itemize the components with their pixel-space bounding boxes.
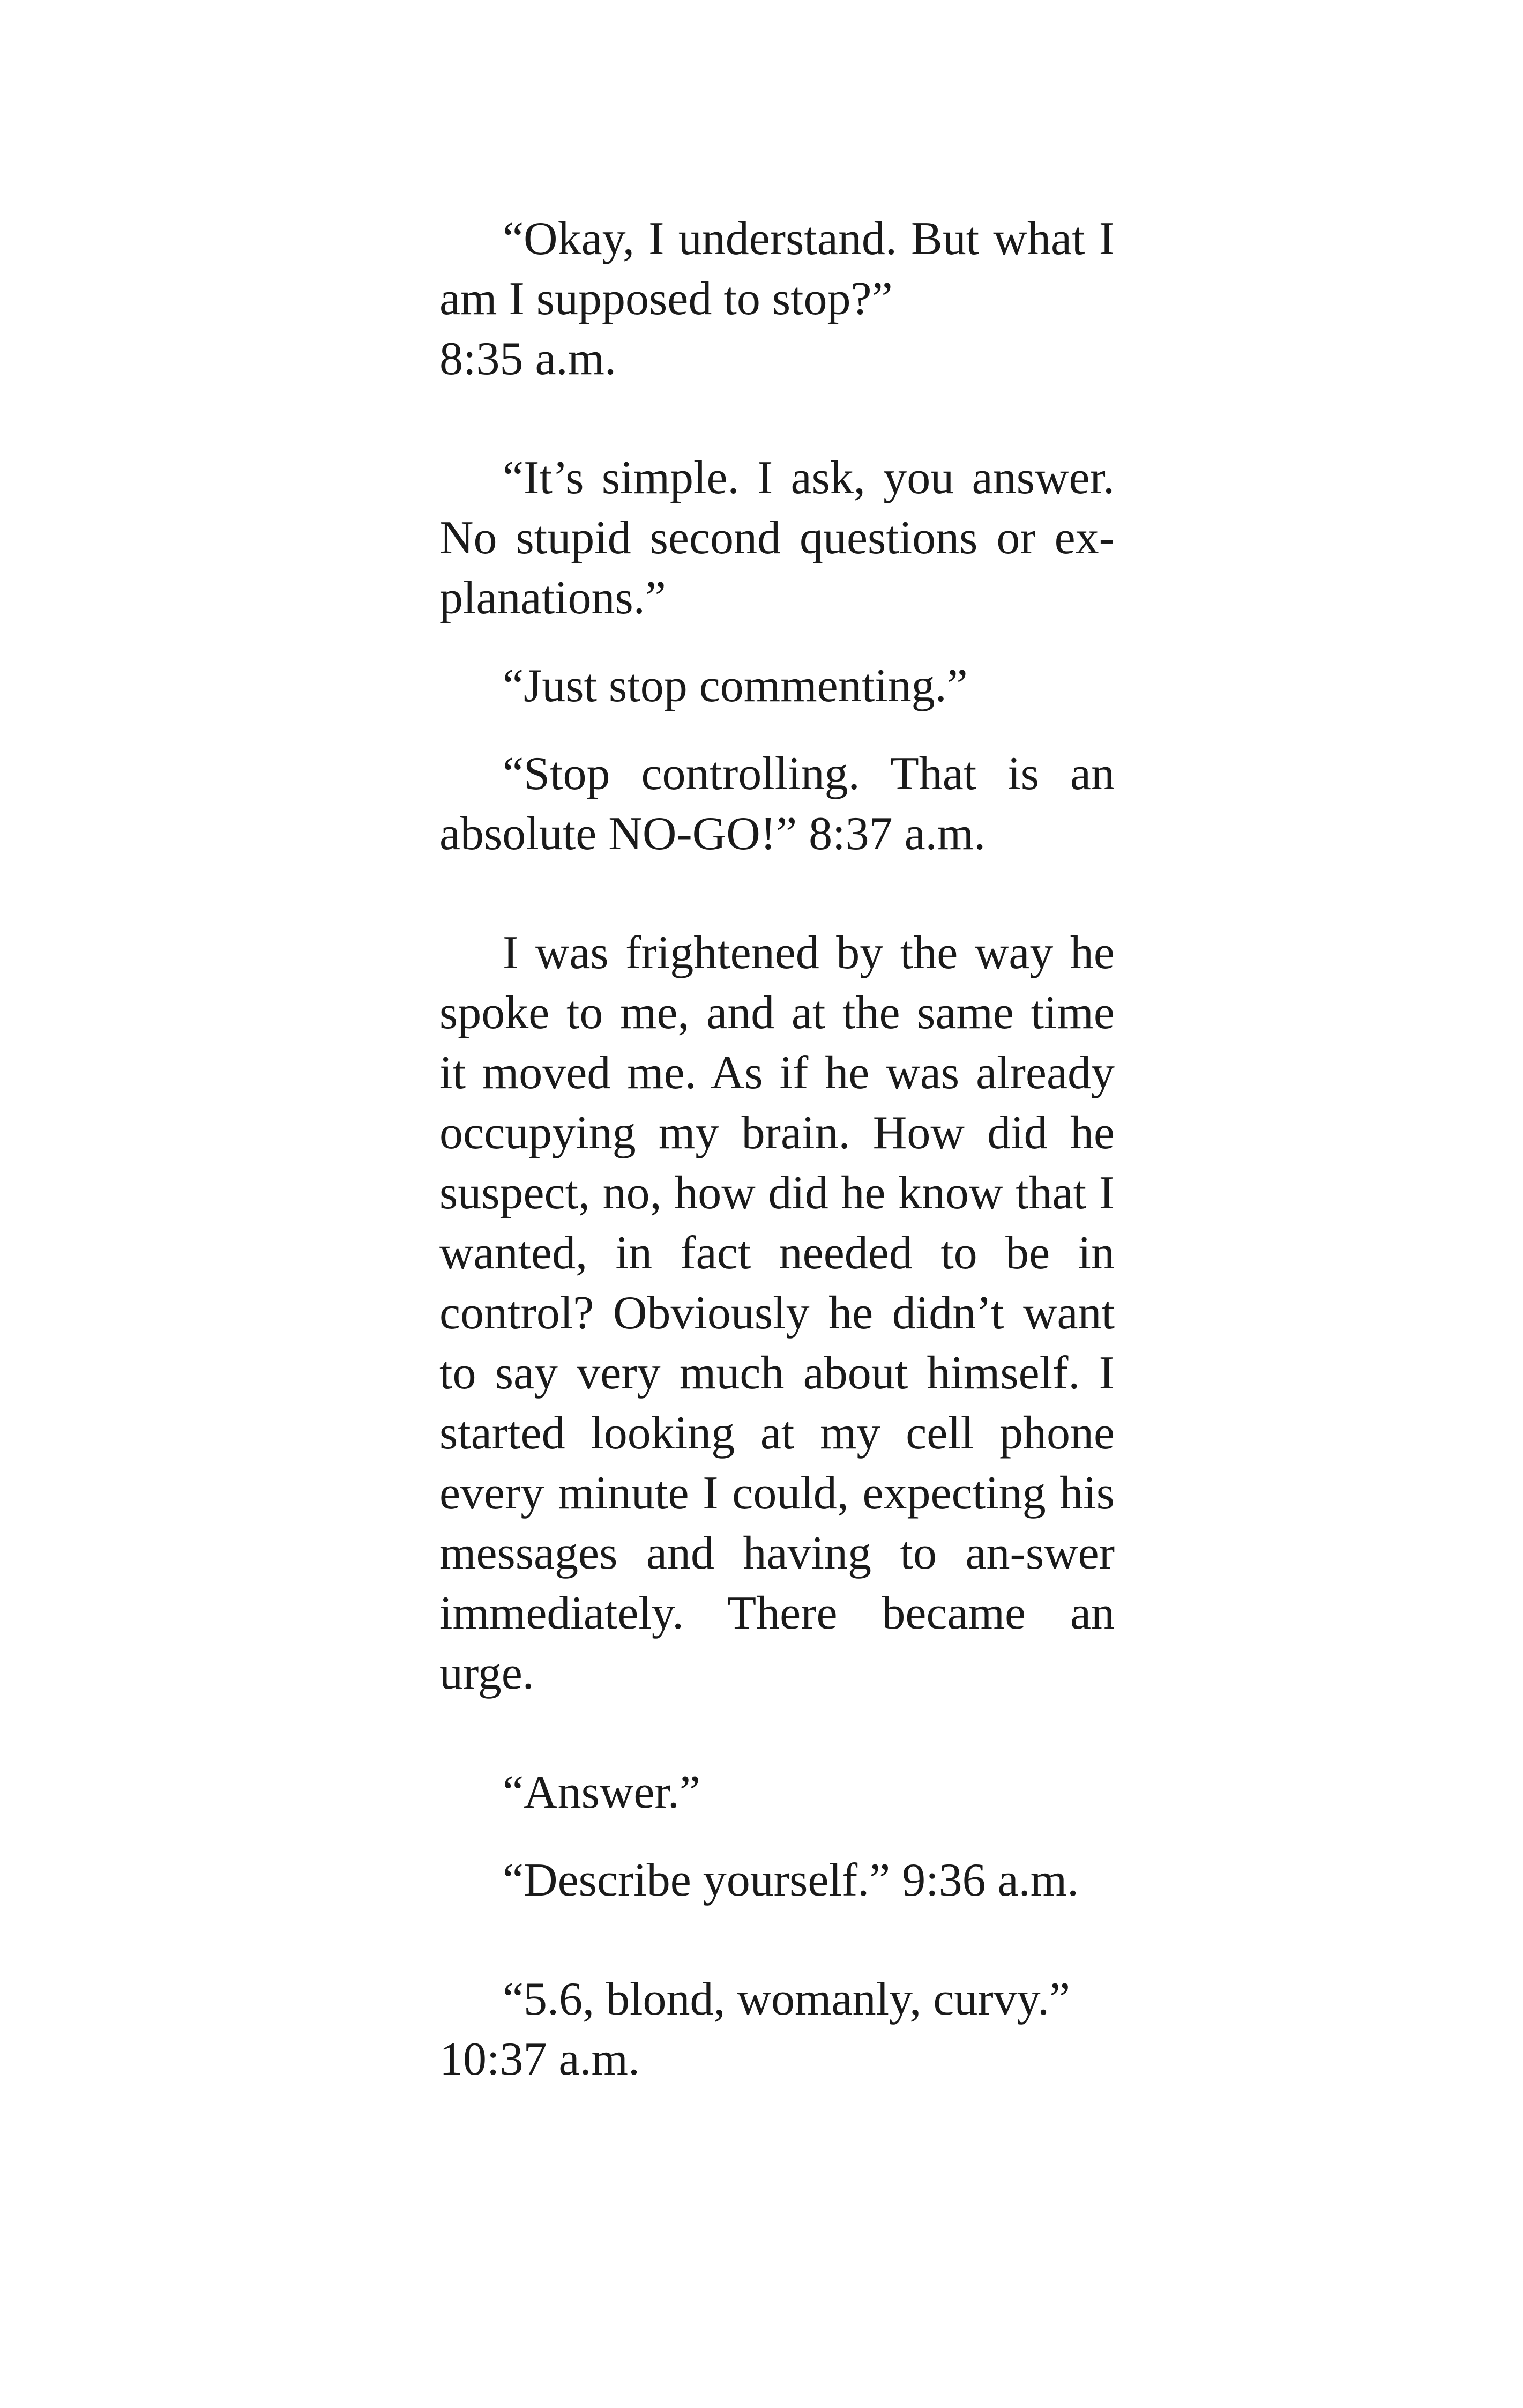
paragraph: “It’s simple. I ask, you answer. No stupid second questions or ex-planations.” — [439, 452, 1115, 624]
paragraph: “Answer.” — [503, 1766, 700, 1818]
paragraph: “Just stop commenting.” — [503, 660, 968, 712]
text-column — [439, 209, 1115, 2117]
paragraph: “5.6, blond, womanly, curvy.” 10:37 a.m. — [439, 1973, 1071, 2085]
paragraph: “Okay, I understand. But what I am I supposed to stop?” 8:35 a.m. — [439, 213, 1115, 385]
paragraph: “Describe yourself.” 9:36 a.m. — [503, 1854, 1079, 1906]
paragraph: I was frightened by the way he spoke to me, and at the same time it moved me. As if he was already occupying my brain. How did he suspect, no, how did he know that I wanted, in fact needed to be in control? Obviously he didn’t want to say very much about himself. I started looking at my cell phone every minute I could, expecting his messages and having to an-swer immediately. There became an urge. — [439, 927, 1115, 1699]
paragraph: “Stop controlling. That is an absolute NO-GO!” 8:37 a.m. — [439, 748, 1115, 860]
